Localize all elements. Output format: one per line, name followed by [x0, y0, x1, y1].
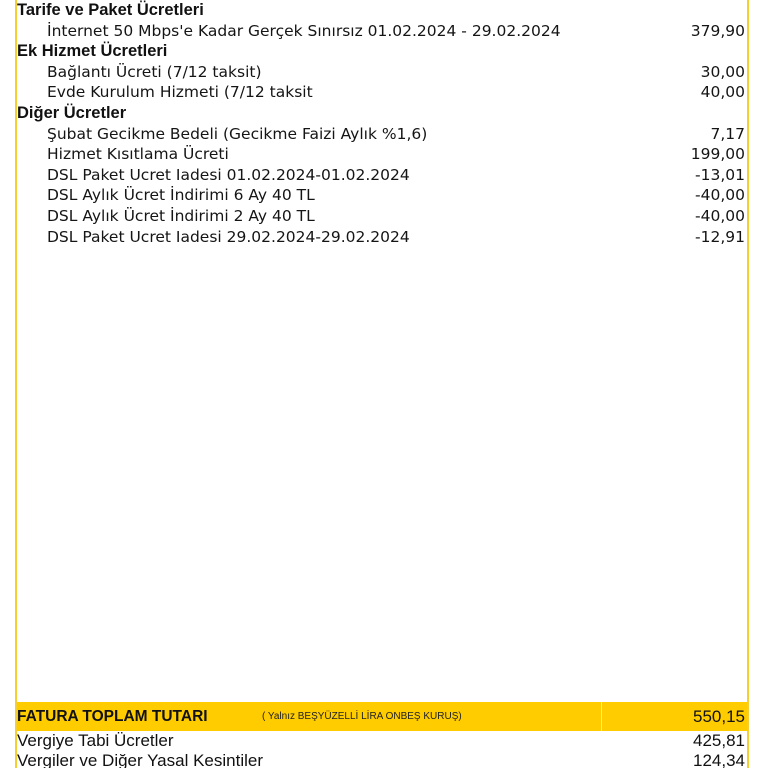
line-item-label: DSL Aylık Ücret İndirimi 6 Ay 40 TL — [47, 186, 315, 205]
line-item-label: DSL Paket Ucret Iadesi 29.02.2024-29.02.2024 — [47, 227, 410, 246]
section-heading-row — [0, 41, 768, 62]
section-tariff-package — [0, 0, 768, 41]
line-item-label: Bağlantı Ücreti (7/12 taksit) — [47, 62, 262, 81]
line-item-label: Şubat Gecikme Bedeli (Gecikme Faizi Aylık %1,6) — [47, 124, 428, 143]
line-item — [0, 185, 768, 206]
total-label: FATURA TOPLAM TUTARI — [17, 708, 208, 725]
summary-label: Vergiler ve Diğer Yasal Kesintiler — [17, 751, 263, 768]
line-item — [0, 21, 768, 42]
line-item-amount: -12,91 — [695, 227, 745, 246]
section-title: Tarife ve Paket Ücretleri — [17, 1, 204, 19]
section-heading-row — [0, 0, 768, 21]
right-border — [747, 0, 749, 768]
summary-row — [0, 731, 768, 751]
total-in-words: ( Yalnız BEŞYÜZELLİ LİRA ONBEŞ KURUŞ) — [262, 711, 462, 722]
invoice-total-bar — [15, 702, 749, 731]
section-other-charges — [0, 103, 768, 247]
tax-summary — [0, 731, 768, 768]
line-item — [0, 165, 768, 186]
line-item-amount: 30,00 — [700, 62, 745, 81]
line-item-amount: -40,00 — [695, 206, 745, 225]
line-item-amount: 379,90 — [690, 21, 745, 40]
left-border — [15, 0, 17, 768]
line-item-amount: 40,00 — [700, 83, 745, 102]
section-title: Ek Hizmet Ücretleri — [17, 42, 168, 61]
line-item — [0, 62, 768, 83]
line-item-label: DSL Paket Ucret Iadesi 01.02.2024-01.02.2024 — [47, 165, 410, 184]
line-item — [0, 82, 768, 103]
summary-amount: 425,81 — [693, 731, 745, 750]
line-item — [0, 144, 768, 165]
line-item-amount: 199,00 — [690, 145, 745, 164]
summary-row — [0, 751, 768, 768]
section-extra-services — [0, 41, 768, 103]
charges-list — [0, 0, 768, 247]
line-item-label: Hizmet Kısıtlama Ücreti — [47, 145, 229, 164]
line-item-amount: -40,00 — [695, 186, 745, 205]
section-heading-row — [0, 103, 768, 124]
line-item — [0, 227, 768, 248]
line-item-label: İnternet 50 Mbps'e Kadar Gerçek Sınırsız 01.02.2024 - 29.02.2024 — [47, 21, 561, 40]
summary-amount: 124,34 — [693, 751, 745, 768]
total-divider — [601, 702, 602, 731]
line-item-label: DSL Aylık Ücret İndirimi 2 Ay 40 TL — [47, 206, 315, 225]
section-title: Diğer Ücretler — [17, 103, 127, 122]
line-item — [0, 206, 768, 227]
line-item-label: Evde Kurulum Hizmeti (7/12 taksit — [47, 83, 313, 102]
line-item — [0, 124, 768, 145]
line-item-amount: -13,01 — [695, 165, 745, 184]
line-item-amount: 7,17 — [710, 124, 745, 143]
summary-label: Vergiye Tabi Ücretler — [17, 731, 174, 750]
total-amount: 550,15 — [693, 707, 745, 726]
